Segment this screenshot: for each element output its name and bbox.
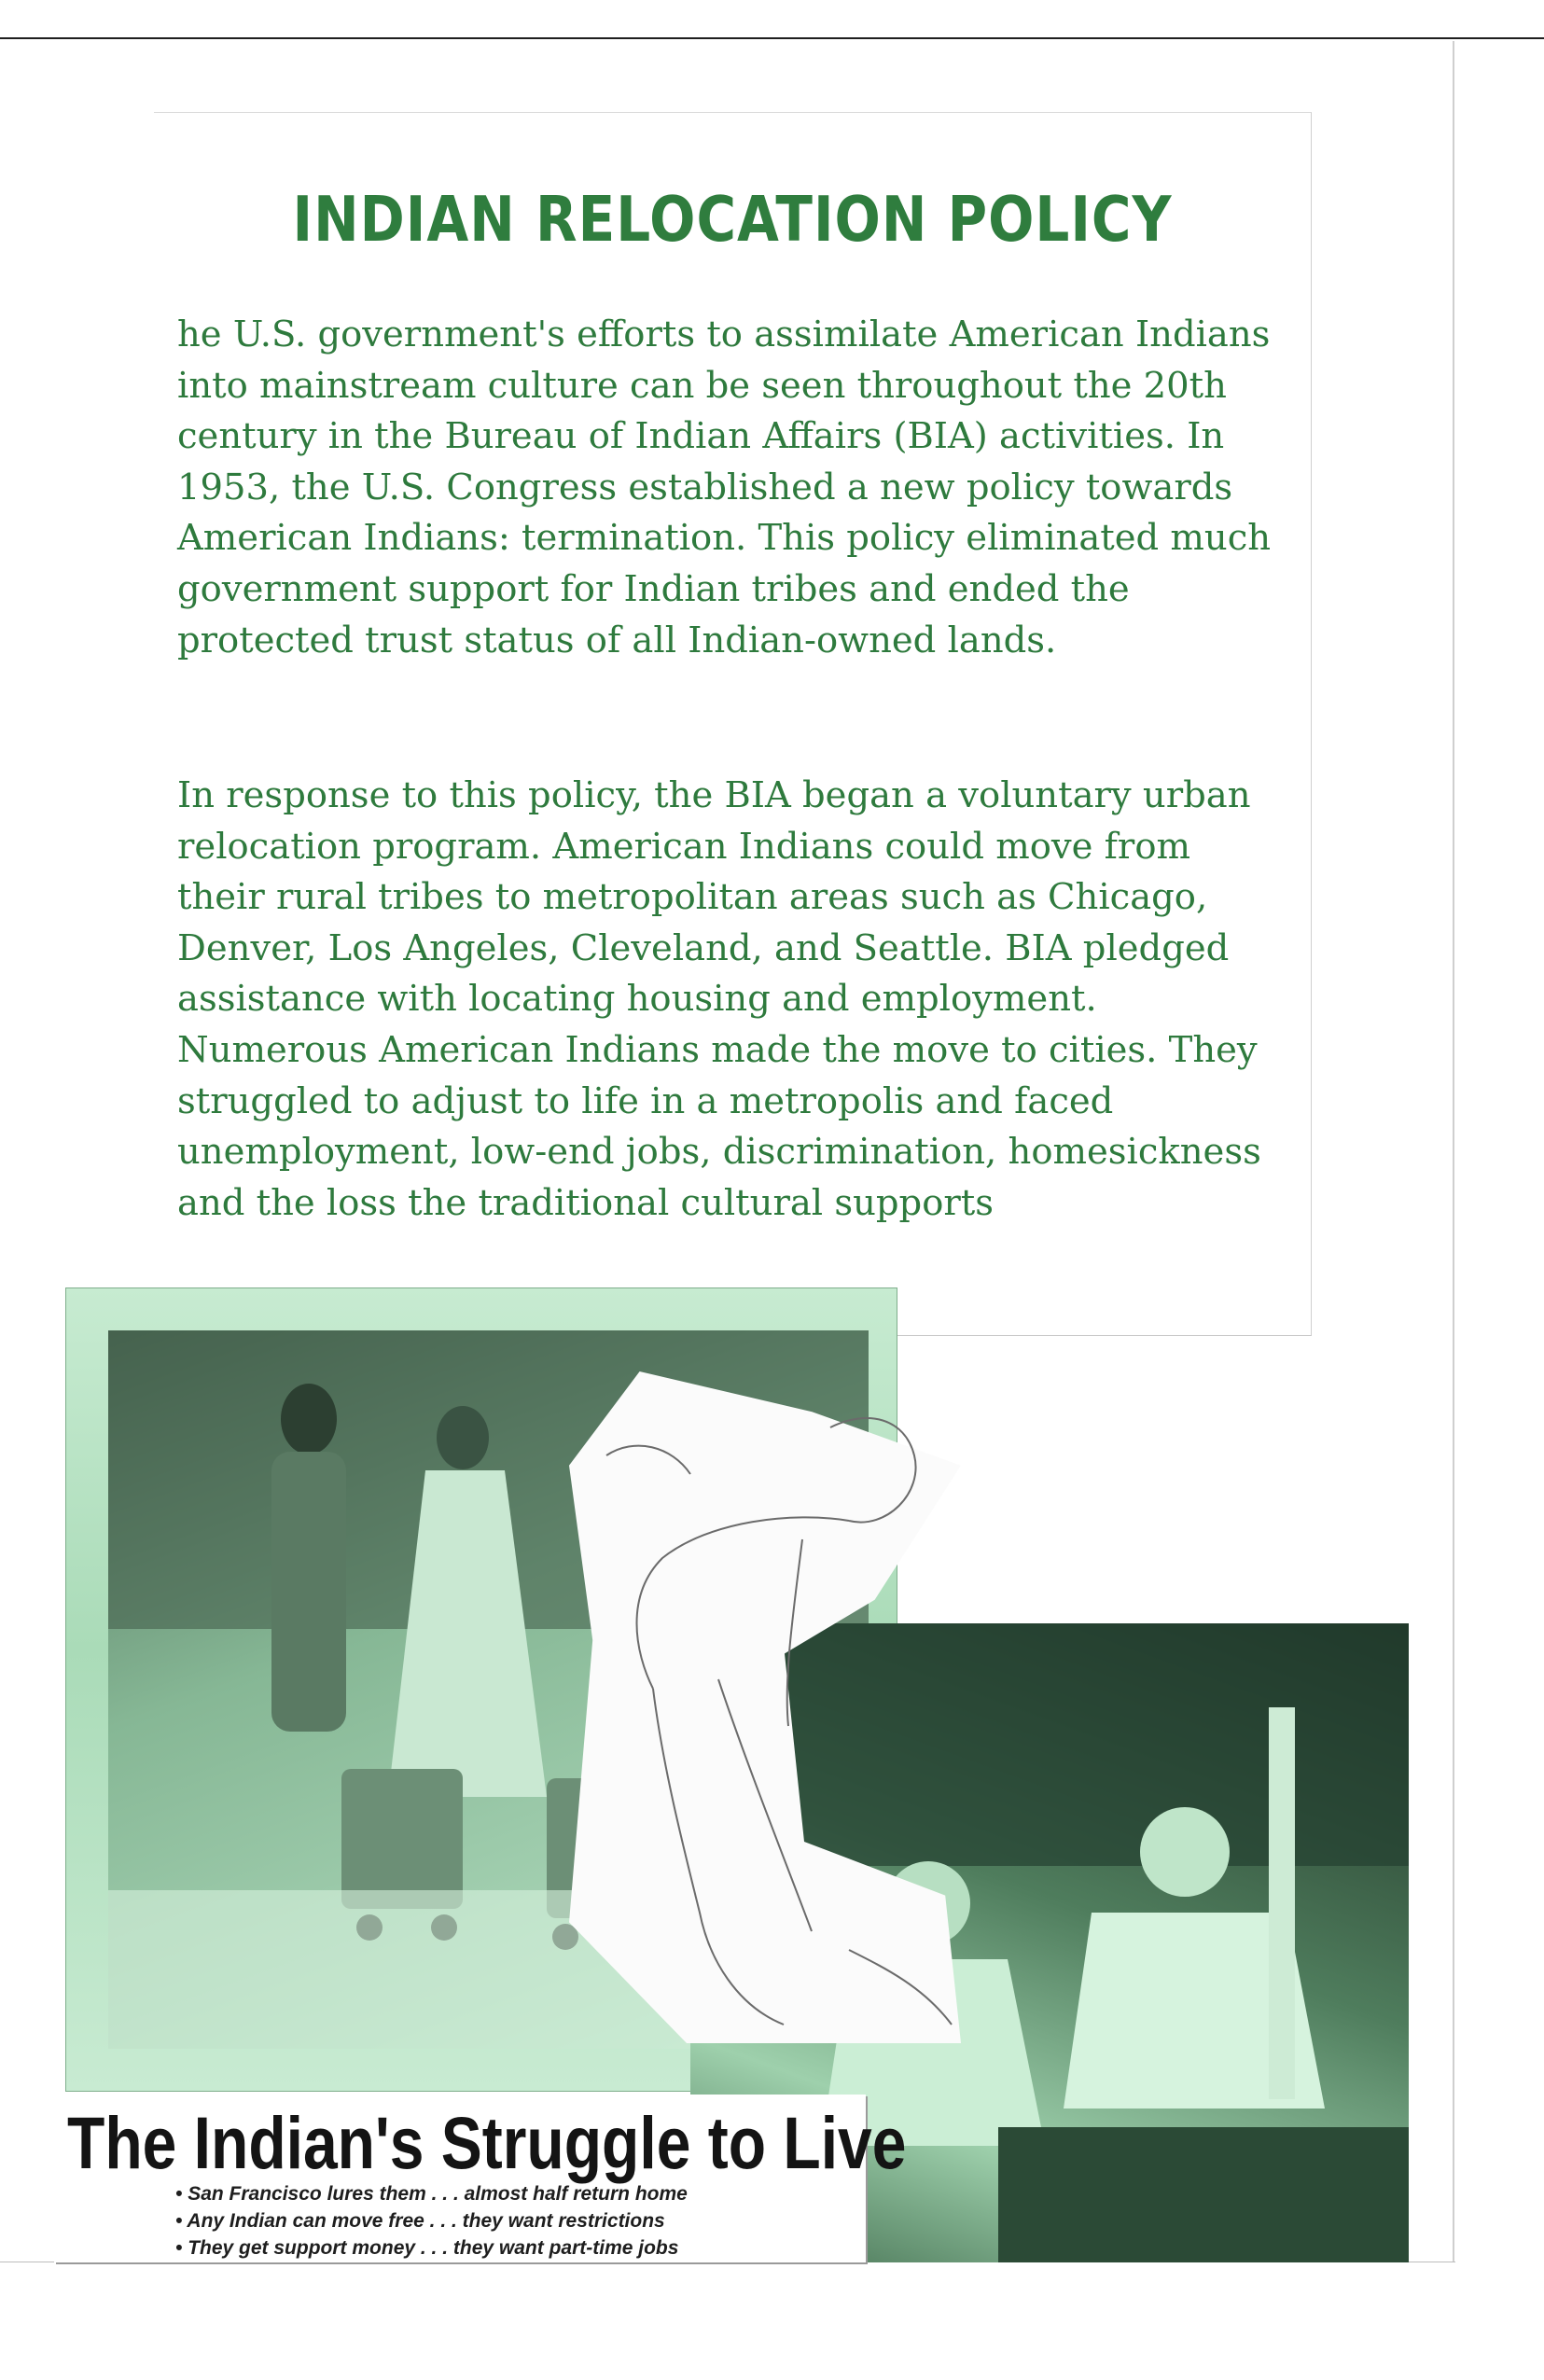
text-card <box>154 112 1312 1336</box>
newspaper-clipping <box>54 2095 907 2262</box>
clipping-bullet: • Any Indian can move free . . . they want restrictions <box>175 2207 688 2234</box>
clipping-headline: The Indian's Struggle to Live <box>67 2101 907 2184</box>
page-title: INDIAN RELOCATION POLICY <box>292 182 1173 257</box>
page-right-edge <box>1453 41 1454 2262</box>
clipping-bullet: • San Francisco lures them . . . almost half return home <box>175 2180 688 2207</box>
top-border-line <box>0 37 1544 39</box>
intro-paragraph: he U.S. government's efforts to assimilate American Indians into mainstream culture can be seen throughout the 20th century in the Bureau of Indian Affairs (BIA) activities. In 1953, the U.S. Congress established a new policy towards American Indians: termination. This policy eliminated much government support for Indian tribes and ended the protected trust status of all Indian-owned lands. <box>177 313 1272 661</box>
clipping-bullet: • They get support money . . . they want part-time jobs <box>175 2234 688 2262</box>
sketch-man-bending <box>569 1371 961 2043</box>
relocation-paragraph: In response to this policy, the BIA began a voluntary urban relocation program. American Indians could move from their rural tribes to metropolitan areas such as Chicago, Denver, Los Angeles, Cleveland, and Seattle. BIA pledged assistance with locating housing and employment. Numerous American Indians made the move to cities. They struggled to adjust to life in a metropolis and faced unemployment, low-end jobs, discrimination, homesickness and the loss the traditional cultural supports <box>177 774 1261 1224</box>
clipping-bullet-list <box>175 2180 688 2262</box>
